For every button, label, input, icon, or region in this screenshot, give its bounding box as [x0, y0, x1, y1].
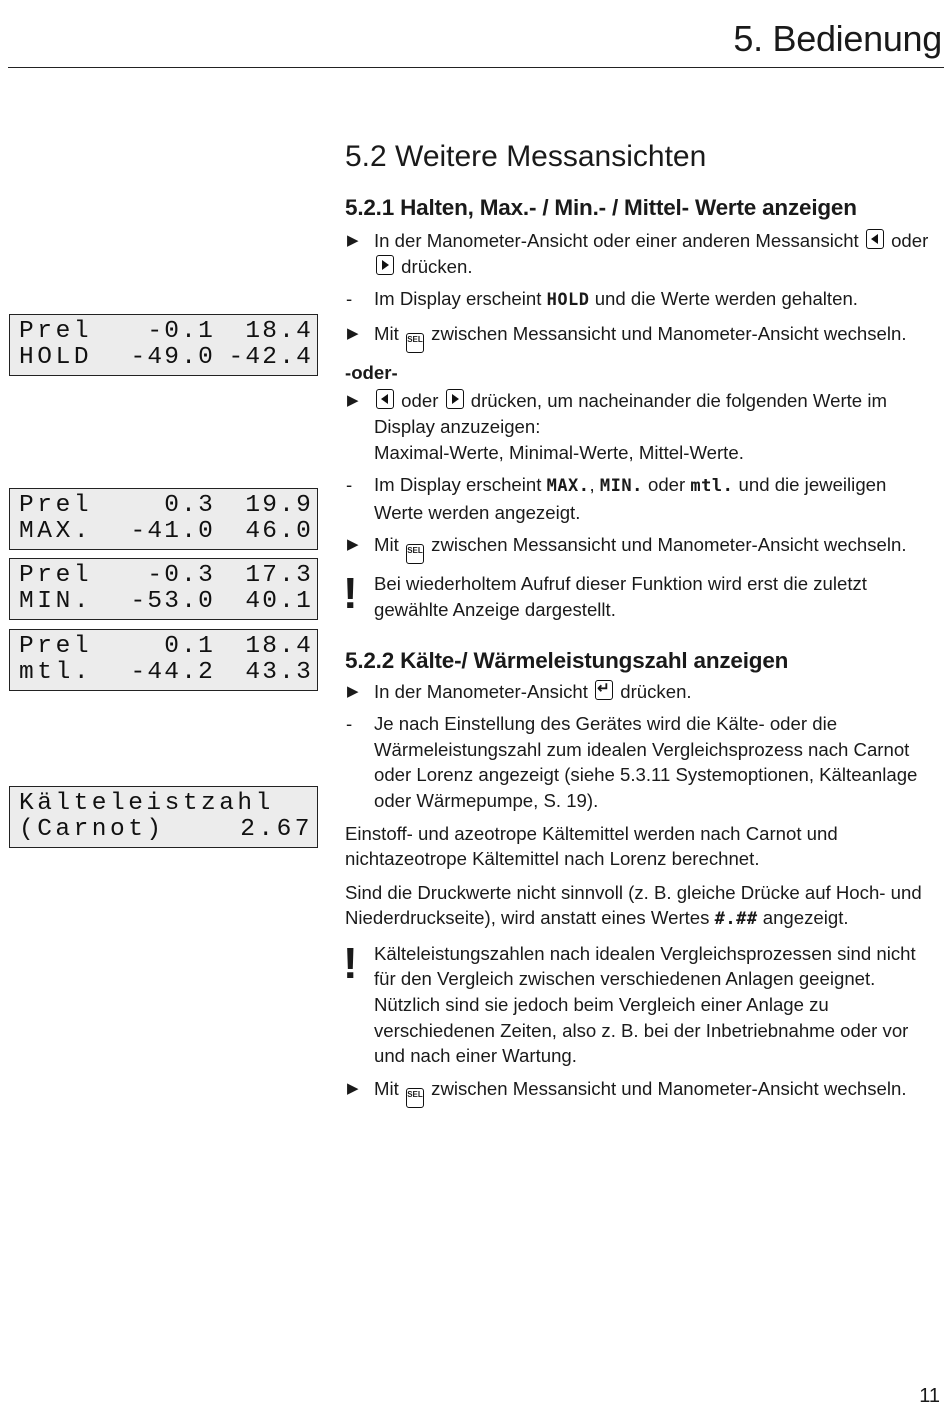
warning-icon: ! — [343, 569, 358, 619]
warning-note: ! Kälteleistungszahlen nach idealen Vergleichsprozessen sind nicht für den Vergleich zwischen verschiedenen Anlagen geeignet. Nützlich sind sie jedoch beim Vergleich einer Anlage zu verschiedenen Zeiten, also z. B. bei der Inbetriebnahme oder vor und nach einer Wartung. — [343, 938, 916, 1067]
bullet-arrow-icon: ▶ — [347, 392, 359, 410]
lcd-display-hold — [9, 314, 318, 376]
dash-marker: - — [346, 474, 353, 496]
lcd-label: MAX. — [19, 517, 93, 545]
display-code: HOLD — [546, 290, 590, 311]
display-code: MIN. — [599, 476, 643, 497]
bullet-arrow-icon: ▶ — [347, 536, 359, 554]
lcd-value: 0.1 — [164, 633, 215, 660]
list-item: ▶ Mit SEL zwischen Messansicht und Manometer-Ansicht wechseln. — [345, 532, 935, 564]
bullet-arrow-icon: ▶ — [347, 682, 359, 700]
right-key-icon — [376, 255, 394, 275]
page-number: 11 — [919, 1385, 940, 1407]
lcd-value: -0.3 — [147, 562, 215, 589]
bullet-arrow-icon: ▶ — [347, 324, 359, 342]
list-item: ▶ In der Manometer-Ansicht ↵ drücken. — [345, 679, 935, 705]
paragraph: Sind die Druckwerte nicht sinnvoll (z. B. gleiche Drücke auf Hoch- und Niederdruckseite), wird anstatt eines Wertes #.## angezeigt. — [345, 881, 922, 930]
subsection-title: 5.2.1 Halten, Max.- / Min.- / Mittel- Werte anzeigen — [345, 195, 857, 220]
lcd-value: 18.4 — [245, 633, 313, 660]
display-code: MAX. — [546, 476, 590, 497]
left-key-icon — [866, 229, 884, 249]
section-title: 5.2 Weitere Messansichten — [345, 140, 707, 173]
lcd-display-max — [9, 488, 318, 550]
lcd-label: Prel — [19, 633, 93, 660]
list-item: - Im Display erscheint MAX., MIN. oder mtl. und die jeweiligen Werte werden angezeigt. — [346, 474, 887, 523]
lcd-value: -42.4 — [228, 343, 313, 371]
sel-key-icon: SEL — [406, 1088, 424, 1108]
lcd-label: Prel — [19, 492, 93, 519]
lcd-value: -0.1 — [147, 318, 215, 345]
lcd-line: Kälteleistzahl — [19, 790, 274, 817]
list-item: ▶ Mit SEL zwischen Messansicht und Manometer-Ansicht wechseln. — [345, 321, 935, 353]
lcd-value: 19.9 — [245, 492, 313, 519]
lcd-value: -49.0 — [130, 343, 215, 371]
main-content — [345, 140, 935, 1115]
list-item: - Im Display erscheint HOLD und die Werte werden gehalten. — [346, 288, 858, 311]
bullet-arrow-icon: ▶ — [347, 1079, 359, 1097]
warning-icon: ! — [343, 938, 358, 988]
bullet-arrow-icon: ▶ — [347, 232, 359, 249]
lcd-value: -53.0 — [130, 587, 215, 615]
lcd-label: (Carnot) — [19, 815, 165, 843]
lcd-display-mtl — [9, 629, 318, 691]
left-key-icon — [376, 389, 394, 409]
enter-key-icon — [595, 680, 613, 700]
lcd-label: Prel — [19, 562, 93, 589]
subsection-title: 5.2.2 Kälte-/ Wärmeleistungszahl anzeigen — [345, 647, 789, 673]
lcd-value: 2.67 — [240, 815, 313, 843]
display-code: #.## — [714, 909, 758, 930]
lcd-display-carnot — [9, 786, 318, 848]
lcd-value: 17.3 — [245, 562, 313, 589]
lcd-value: 18.4 — [245, 318, 313, 345]
paragraph: Einstoff- und azeotrope Kältemittel werden nach Carnot und nichtazeotrope Kältemittel nach Lorenz berechnet. — [345, 822, 838, 870]
lcd-value: -44.2 — [130, 658, 215, 686]
dash-marker: - — [346, 288, 353, 310]
lcd-value: -41.0 — [130, 517, 215, 545]
lcd-display-min — [9, 558, 318, 620]
chapter-title: 5. Bedienung — [733, 18, 942, 59]
lcd-label: MIN. — [19, 587, 93, 615]
lcd-label: Prel — [19, 318, 93, 345]
right-key-icon — [446, 389, 464, 409]
list-item: ▶ Mit SEL zwischen Messansicht und Manometer-Ansicht wechseln. — [345, 1076, 935, 1108]
lcd-label: HOLD — [19, 343, 93, 371]
header-rule — [8, 67, 944, 68]
list-item: ▶ In der Manometer-Ansicht oder einer anderen Messansicht oder drücken. — [347, 230, 929, 277]
lcd-label: mtl. — [19, 658, 93, 686]
lcd-value: 46.0 — [245, 517, 313, 545]
warning-note: ! Bei wiederholtem Aufruf dieser Funktion wird erst die zuletzt gewählte Anzeige dargestellt. — [343, 569, 867, 620]
list-item: - Je nach Einstellung des Gerätes wird die Kälte- oder die Wärmeleistungszahl zum idealen Vergleichsprozess nach Carnot oder Lorenz angezeigt (siehe 5.3.11 Systemoptionen, Kälteanlage oder Wärmepumpe, S. 19). — [346, 713, 918, 811]
lcd-value: 43.3 — [245, 658, 313, 686]
display-code: mtl. — [690, 476, 734, 497]
lcd-value: 40.1 — [245, 587, 313, 615]
lcd-value: 0.3 — [164, 492, 215, 519]
sel-key-icon: SEL — [406, 544, 424, 564]
list-item: ▶ oder drücken, um nacheinander die folgenden Werte im Display anzuzeigen: Maximal-Werte, Minimal-Werte, Mittel-Werte. — [347, 390, 887, 463]
sel-key-icon: SEL — [406, 333, 424, 353]
alternative-label: -oder- — [345, 361, 398, 383]
dash-marker: - — [346, 713, 353, 735]
